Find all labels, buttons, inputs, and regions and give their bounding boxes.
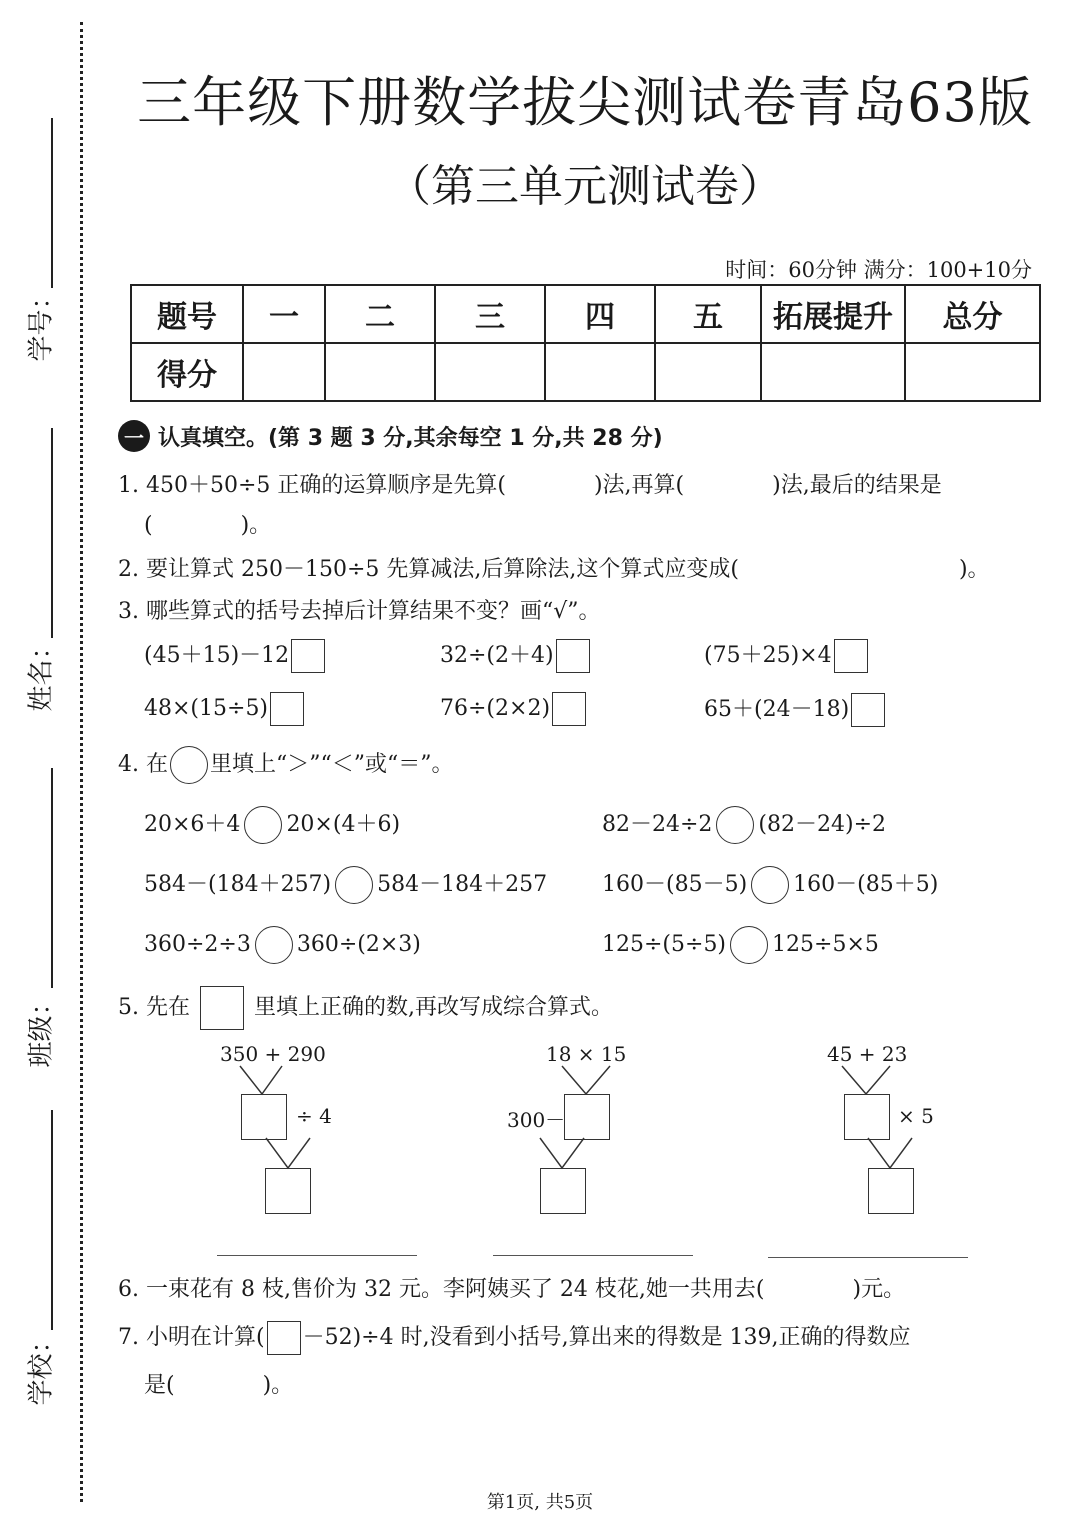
compare-right: 125÷5×5: [772, 932, 879, 957]
section-title: 认真填空。(第 3 题 3 分,其余每空 1 分,共 28 分): [158, 425, 663, 451]
tree-top-expression: 350 + 290: [220, 1042, 326, 1066]
question-5-prompt-a: 5. 先在: [118, 995, 190, 1020]
question-7-text-b: －52)÷4 时,没看到小括号,算出来的得数是 139,正确的得数应: [302, 1325, 911, 1350]
circle-symbol-icon: [170, 746, 208, 784]
compare-circle[interactable]: [730, 926, 768, 964]
box-symbol-icon: [200, 986, 244, 1030]
answer-line[interactable]: [217, 1255, 417, 1256]
score-header-cell: 三: [435, 285, 545, 343]
compare-left: 82－24÷2: [602, 812, 713, 837]
answer-box[interactable]: [267, 1321, 301, 1355]
tree-answer-box[interactable]: [265, 1168, 311, 1214]
score-cell[interactable]: [435, 343, 545, 401]
section-number-badge: 一: [118, 420, 150, 452]
tree-operation: × 5: [898, 1104, 934, 1128]
expression: 65＋(24－18): [704, 697, 850, 722]
tree-answer-box[interactable]: [868, 1168, 914, 1214]
expression: 48×(15÷5): [144, 696, 269, 721]
expression: (75＋25)×4: [704, 643, 832, 668]
question-3-item: [144, 692, 304, 726]
score-cell[interactable]: [325, 343, 435, 401]
section-heading: [118, 420, 663, 452]
question-4-prompt-a: 4. 在: [118, 752, 168, 777]
student-id-label: 学号：: [26, 283, 57, 362]
score-header-cell: 拓展提升: [761, 285, 905, 343]
question-6: 6. 一束花有 8 枝,售价为 32 元。李阿姨买了 24 枝花,她一共用去( )元。: [118, 1277, 906, 1302]
question-3-item: [704, 638, 868, 673]
compare-left: 360÷2÷3: [144, 932, 251, 957]
class-label: 班级：: [26, 989, 57, 1068]
check-box[interactable]: [291, 639, 325, 673]
score-header-cell: 四: [545, 285, 655, 343]
tree-operation: ÷ 4: [296, 1104, 332, 1128]
question-7-line-1: [118, 1320, 911, 1355]
compare-right: 360÷(2×3): [296, 932, 421, 957]
compare-item: [144, 926, 421, 964]
compare-right: 160－(85＋5): [793, 872, 939, 897]
compare-right: (82－24)÷2: [758, 812, 887, 837]
compare-item: [602, 806, 886, 844]
question-5-prompt: [118, 986, 613, 1030]
school-label: 学校：: [26, 1327, 57, 1406]
compare-item: [602, 926, 879, 964]
compare-left: 160－(85－5): [602, 872, 748, 897]
tree-answer-box[interactable]: [540, 1168, 586, 1214]
question-3-item: [440, 638, 590, 673]
score-row-label: 得分: [131, 343, 243, 401]
score-cell[interactable]: [905, 343, 1040, 401]
check-box[interactable]: [552, 692, 586, 726]
expression: 76÷(2×2): [440, 696, 551, 721]
class-line: [51, 768, 53, 988]
question-3-prompt: 3. 哪些算式的括号去掉后计算结果不变？画“√”。: [118, 599, 601, 624]
compare-item: [602, 866, 938, 904]
answer-line[interactable]: [768, 1257, 968, 1258]
compare-circle[interactable]: [335, 866, 373, 904]
compare-left: 20×6＋4: [144, 812, 241, 837]
question-3-item: [144, 638, 325, 673]
question-4-prompt-b: 里填上“＞”“＜”或“＝”。: [209, 752, 454, 777]
page-title: 三年级下册数学拔尖测试卷青岛63版: [137, 71, 1033, 134]
question-5-prompt-b: 里填上正确的数,再改写成综合算式。: [253, 995, 613, 1020]
compare-left: 125÷(5÷5): [602, 932, 727, 957]
question-3-item: [440, 692, 586, 726]
score-table-header-row: [131, 285, 1040, 343]
score-header-cell: 五: [655, 285, 761, 343]
score-header-cell: 二: [325, 285, 435, 343]
score-header-cell: 总分: [905, 285, 1040, 343]
answer-line[interactable]: [493, 1255, 693, 1256]
score-header-cell: 一: [243, 285, 325, 343]
check-box[interactable]: [851, 693, 885, 727]
check-box[interactable]: [556, 639, 590, 673]
compare-left: 584－(184＋257): [144, 872, 332, 897]
score-cell[interactable]: [655, 343, 761, 401]
question-7-line-2: 是( )。: [144, 1373, 294, 1398]
page-subtitle: （第三单元测试卷）: [387, 161, 783, 212]
compare-right: 584－184＋257: [377, 872, 548, 897]
check-box[interactable]: [270, 692, 304, 726]
compare-circle[interactable]: [716, 806, 754, 844]
score-cell[interactable]: [761, 343, 905, 401]
name-label: 姓名：: [26, 633, 57, 712]
page-footer: 第1页, 共5页: [486, 1492, 594, 1513]
binding-dotted-line: [80, 22, 83, 1502]
expression: 32÷(2＋4): [440, 643, 554, 668]
score-table: [130, 284, 1041, 402]
question-3-item: [704, 692, 885, 727]
school-line: [51, 1110, 53, 1330]
tree-operation: 300－: [507, 1108, 566, 1132]
compare-circle[interactable]: [244, 806, 282, 844]
check-box[interactable]: [834, 639, 868, 673]
score-header-cell: 题号: [131, 285, 243, 343]
compare-circle[interactable]: [751, 866, 789, 904]
tree-answer-box[interactable]: [844, 1094, 890, 1140]
question-1-line-1: 1. 450＋50÷5 正确的运算顺序是先算( )法,再算( )法,最后的结果是: [118, 473, 942, 498]
question-7-text-a: 7. 小明在计算(: [118, 1325, 265, 1350]
compare-circle[interactable]: [255, 926, 293, 964]
tree-answer-box[interactable]: [241, 1094, 287, 1140]
question-4-prompt: [118, 746, 453, 784]
tree-top-expression: 45 + 23: [827, 1042, 908, 1066]
tree-answer-box[interactable]: [564, 1094, 610, 1140]
score-table-score-row: [131, 343, 1040, 401]
compare-item: [144, 806, 400, 844]
exam-meta: 时间：60分钟 满分：100+10分: [725, 258, 1032, 282]
compare-right: 20×(4＋6): [286, 812, 401, 837]
question-1-line-2: ( )。: [144, 513, 272, 538]
compare-item: [144, 866, 547, 904]
score-cell[interactable]: [545, 343, 655, 401]
tree-top-expression: 18 × 15: [546, 1042, 627, 1066]
score-cell[interactable]: [243, 343, 325, 401]
question-2: 2. 要让算式 250－150÷5 先算减法,后算除法,这个算式应变成( )。: [118, 557, 990, 582]
expression: (45＋15)－12: [144, 643, 290, 668]
name-line: [51, 428, 53, 638]
